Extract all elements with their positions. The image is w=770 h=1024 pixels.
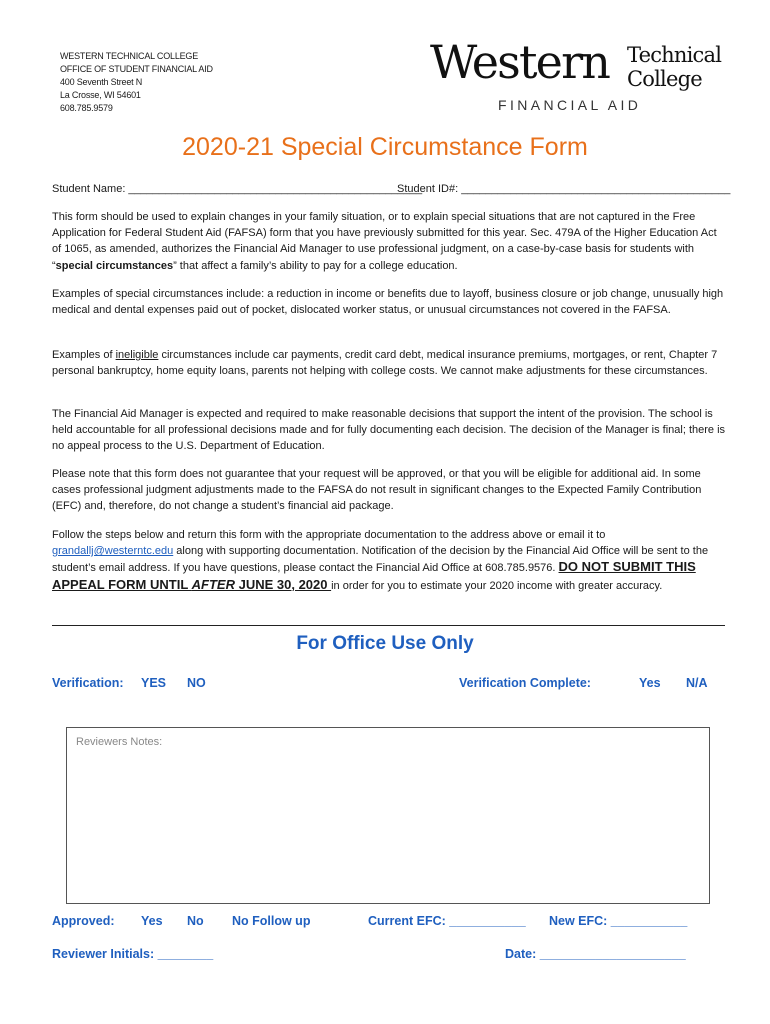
deadline-after: AFTER: [191, 576, 235, 592]
address-line: La Crosse, WI 54601: [60, 90, 141, 100]
student-fields: [52, 183, 731, 195]
office-use-heading: For Office Use Only: [296, 633, 474, 654]
paragraph-ineligible: [52, 347, 728, 379]
logo-technical: Technical: [627, 43, 722, 67]
logo-financial-aid: FINANCIAL AID: [498, 97, 642, 113]
text: ” that affect a family’s ability to pay for a college education.: [173, 259, 458, 272]
text: circumstances include car payments, credit card debt, medical insurance premiums, mortgages, or rent, Chapter 7 personal bankruptcy, home equity loans, parents not helping with college costs. We cannot make adjustments for these circumstances.: [52, 349, 718, 378]
no-follow-up[interactable]: No Follow up: [232, 914, 311, 928]
paragraph-manager: The Financial Aid Manager is expected and required to make reasonable decisions that support the intent of the provision. The school is held accountable for all professional decisions made and for fully documenting each decision. The decision of the Manager is final; there is no appeal process to the U.S. Department of Education.: [52, 408, 726, 453]
address-line: WESTERN TECHNICAL COLLEGE: [60, 51, 199, 61]
student-name-field[interactable]: Student Name: ________________________________________________: [52, 183, 423, 195]
verification-complete-yes[interactable]: Yes: [639, 676, 661, 690]
date-field[interactable]: Date: _____________________: [505, 947, 686, 961]
paragraph-instructions: [52, 527, 728, 594]
verification-yes[interactable]: YES: [141, 676, 167, 690]
paragraph-purpose: [52, 209, 728, 274]
deadline-date: JUNE 30, 2020: [234, 576, 332, 592]
new-efc-field[interactable]: New EFC: ___________: [549, 914, 688, 928]
text: Examples of: [52, 349, 116, 361]
form-title: 2020-21 Special Circumstance Form: [182, 133, 588, 161]
verification-label: Verification:: [52, 676, 124, 690]
address-line: 608.785.9579: [60, 103, 113, 113]
address-line: OFFICE OF STUDENT FINANCIAL AID: [60, 64, 213, 74]
approved-no[interactable]: No: [187, 914, 204, 928]
logo-college: College: [627, 67, 702, 91]
current-efc-field[interactable]: Current EFC: ___________: [368, 914, 526, 928]
text: in order for you to estimate your 2020 income with greater accuracy.: [331, 579, 663, 592]
logo-western: Western: [430, 35, 610, 89]
paragraph-examples: Examples of special circumstances include: a reduction in income or benefits due to layoff, business closure or job change, unusually high medical and dental expenses paid out of pocket, dislocated worker status, or unusual circumstances not covered in the FAFSA.: [52, 288, 724, 317]
approved-label: Approved:: [52, 914, 115, 928]
reviewer-notes-box[interactable]: [66, 727, 710, 904]
deadline-text: DO NOT SUBMIT THIS APPEAL FORM UNTIL: [52, 559, 696, 592]
reviewer-notes-label: Reviewers Notes:: [76, 736, 163, 748]
verification-complete-na[interactable]: N/A: [686, 676, 708, 690]
verification-no[interactable]: NO: [187, 676, 206, 690]
text: Follow the steps below and return this form with the appropriate documentation to the address above or email it to: [52, 529, 606, 541]
text: along with supporting documentation. Notification of the decision by the Financial Aid Office will be sent to the student’s email address. If you have questions, please contact the Financial Aid Office at 608.785.9576.: [52, 545, 709, 575]
western-logo: [430, 35, 730, 120]
email-link[interactable]: grandallj@westerntc.edu: [52, 545, 174, 558]
bold-text: special circumstances: [55, 259, 174, 272]
reviewer-initials-field[interactable]: Reviewer Initials: ________: [52, 947, 214, 961]
verification-complete-label: Verification Complete:: [459, 676, 591, 690]
student-id-field[interactable]: Student ID#: ____________________________________________: [397, 183, 731, 195]
approved-yes[interactable]: Yes: [141, 914, 163, 928]
paragraph-note: Please note that this form does not guarantee that your request will be approved, or that you will be eligible for additional aid. In some cases professional judgment adjustments made to the FAFSA do not result in significant changes to the Expected Family Contribution (EFC) and, therefore, do not change a student’s financial aid package.: [52, 468, 702, 513]
text: This form should be used to explain changes in your family situation, or to explain special situations that are not captured in the Free Application for Federal Student Aid (FAFSA) form that you have previously submitted for this year. Sec. 479A of the Higher Education Act of 1065, as amended, authorizes the Financial Aid Manager to use professional judgment, on a case-by-case basis for students with “: [52, 211, 717, 272]
office-address: [60, 50, 213, 115]
underlined-text: ineligible: [115, 349, 159, 361]
divider: [52, 625, 725, 626]
address-line: 400 Seventh Street N: [60, 77, 143, 87]
